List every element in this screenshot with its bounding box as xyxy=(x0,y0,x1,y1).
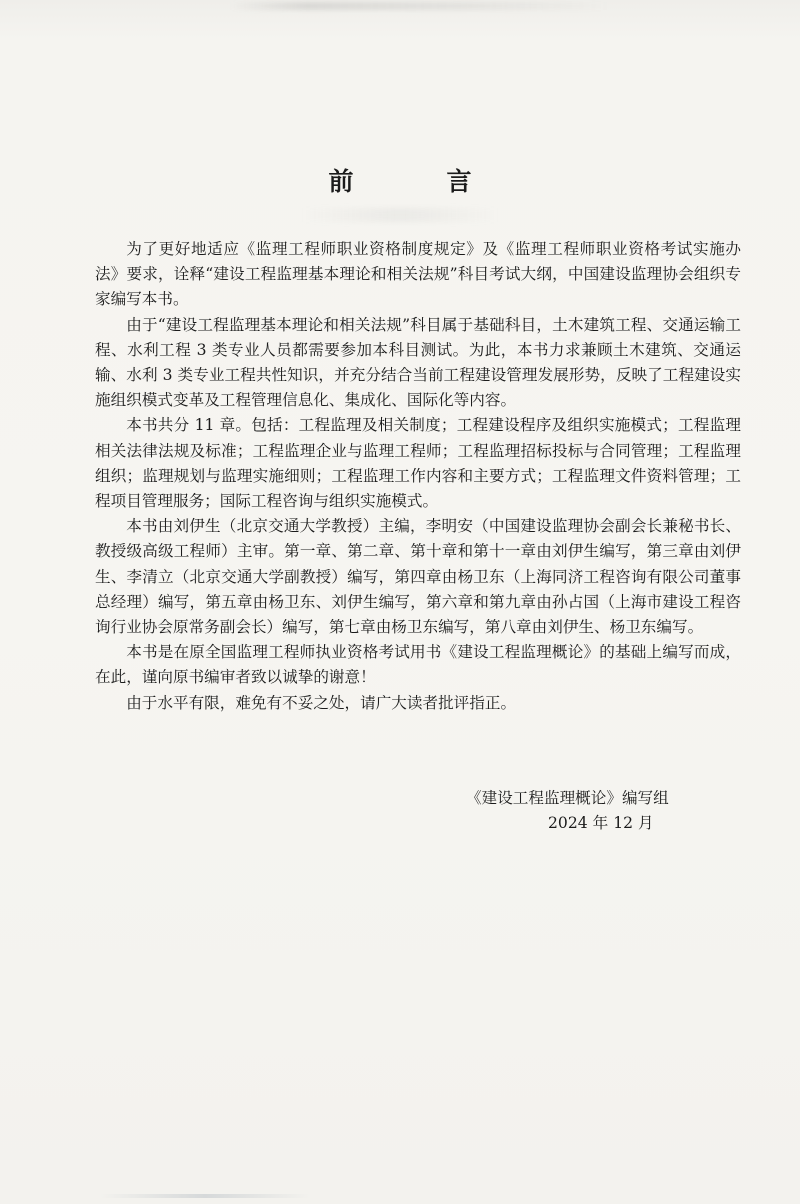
page-title: 前 言 xyxy=(328,167,506,196)
paragraph: 本书共分 11 章。包括：工程监理及相关制度；工程建设程序及组织实施模式；工程监理相关法律法规及标准；工程监理企业与监理工程师；工程监理招标投标与合同管理；工程监理组织；监理规划与监理实施细则；工程监理工作内容和主要方式；工程监理文件资料管理；工程项目管理服务；国际工程咨询与组织实施模式。 xyxy=(95,416,741,511)
paragraph: 为了更好地适应《监理工程师职业资格制度规定》及《监理工程师职业资格考试实施办法》要求，诠释“建设工程监理基本理论和相关法规”科目考试大纲，中国建设监理协会组织专家编写本书。 xyxy=(95,240,741,309)
signature-author: 《建设工程监理概论》编写组 xyxy=(466,789,669,807)
paragraph: 本书由刘伊生（北京交通大学教授）主编，李明安（中国建设监理协会副会长兼秘书长、教授级高级工程师）主审。第一章、第二章、第十章和第十一章由刘伊生编写，第三章由刘伊生、李清立（北京交通大学副教授）编写，第四章由杨卫东（上海同济工程咨询有限公司董事总经理）编写，第五章由杨卫东、刘伊生编写，第六章和第九章由孙占国（上海市建设工程咨询行业协会原常务副会长）编写，第七章由杨卫东编写，第八章由刘伊生、杨卫东编写。 xyxy=(95,517,741,637)
signature-date: 2024 年 12 月 xyxy=(548,814,654,832)
paragraph: 由于水平有限，难免有不妥之处，请广大读者批评指正。 xyxy=(126,693,517,712)
paragraph: 本书是在原全国监理工程师执业资格考试用书《建设工程监理概论》的基础上编写而成，在此，谨向原书编审者致以诚挚的谢意！ xyxy=(95,643,741,687)
print-bleed-mark xyxy=(230,2,610,10)
scan-edge-mark xyxy=(100,1194,310,1198)
signature-block xyxy=(430,786,760,836)
paragraph: 由于“建设工程监理基本理论和相关法规”科目属于基础科目，土木建筑工程、交通运输工程、水利工程 3 类专业人员都需要参加本科目测试。为此，本书力求兼顾土木建筑、交通运输、水利 3 类专业工程共性知识，并充分结合当前工程建设管理发展形势，反映了工程建设实施组织模式变革及工程管理信息化、集成化、国际化等内容。 xyxy=(95,315,741,410)
print-bleed-mark xyxy=(300,208,500,222)
preface-body xyxy=(95,237,741,716)
